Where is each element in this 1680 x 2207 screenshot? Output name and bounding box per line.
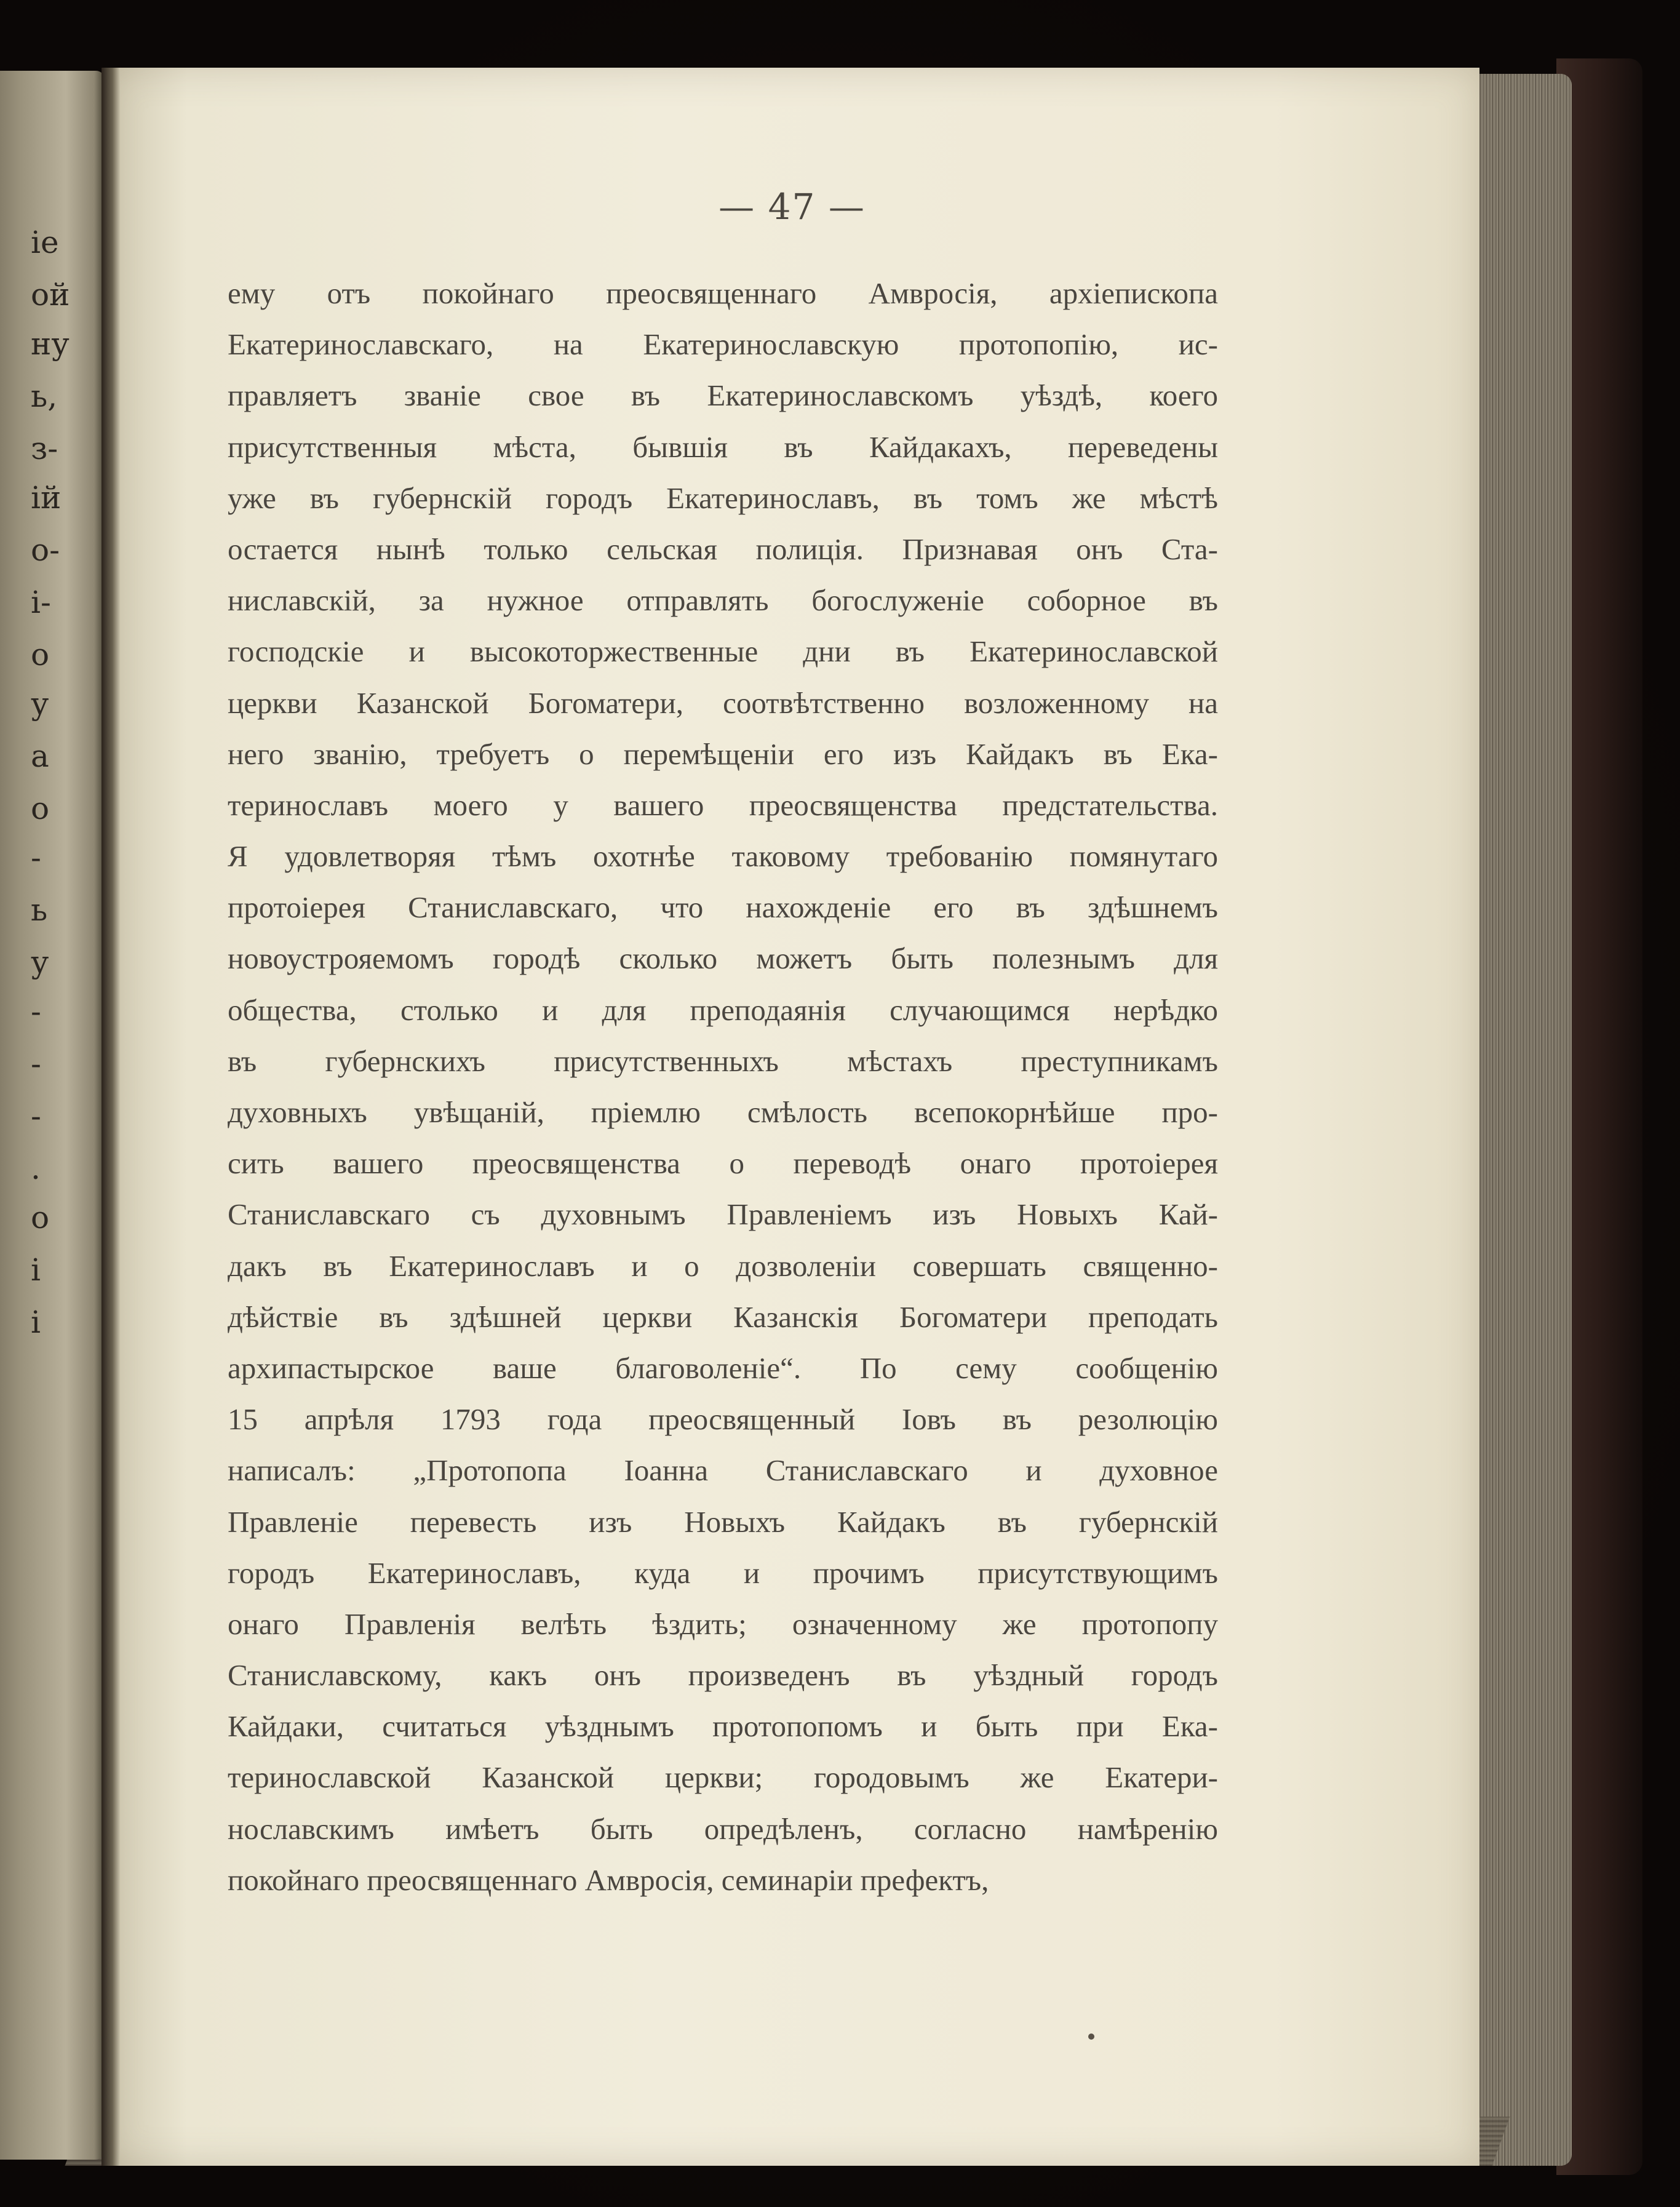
left-page-fragment: ій <box>31 480 62 516</box>
left-page-fragment: і <box>31 1304 41 1340</box>
text-line: Екатеринославскаго, на Екатеринославскую протопопію, ис- <box>228 327 1218 362</box>
text-line: написалъ: „Протопопа Іоанна Станиславскаго и духовное <box>228 1453 1218 1488</box>
text-line: церкви Казанской Богоматери, соотвѣтственно возложенному на <box>228 685 1218 720</box>
text-line: Я удовлетворяя тѣмъ охотнѣе таковому требованію помянутаго <box>228 839 1218 874</box>
left-page-fragment: з- <box>31 431 58 466</box>
text-line: новоустрояемомъ городѣ сколько можетъ быть полезнымъ для <box>228 941 1218 976</box>
left-page-fragment: і <box>31 1252 41 1288</box>
text-line: въ губернскихъ присутственныхъ мѣстахъ преступникамъ <box>228 1044 1218 1078</box>
text-line: уже въ губернскій городъ Екатеринославъ, въ томъ же мѣстѣ <box>228 481 1218 515</box>
left-page-fragment: ь, <box>31 378 58 414</box>
text-line: нославскимъ имѣетъ быть опредѣленъ, согласно намѣренію <box>228 1811 1218 1846</box>
text-line: Кайдаки, считаться уѣзднымъ протопопомъ и быть при Ека- <box>228 1709 1218 1744</box>
text-line: дѣйствіе въ здѣшней церкви Казанскія Богоматери преподать <box>228 1299 1218 1334</box>
text-line: теринославъ моего у вашего преосвященства предстательства. <box>228 788 1218 822</box>
text-line: городъ Екатеринославъ, куда и прочимъ присутствующимъ <box>228 1555 1218 1590</box>
left-page-fragment: у <box>31 686 49 722</box>
text-line: духовныхъ увѣщаній, пріемлю смѣлость всепокорнѣйше про- <box>228 1095 1218 1129</box>
left-page-fragment: - <box>31 1098 41 1134</box>
left-page-fragment: . <box>31 1151 41 1186</box>
left-facing-page <box>0 71 105 2160</box>
left-page-fragment: іе <box>31 225 59 260</box>
text-line: общества, столько и для преподаянія случающимся нерѣдко <box>228 992 1218 1027</box>
text-line: покойнаго преосвященнаго Амвросія, семинаріи префектъ, <box>228 1862 989 1897</box>
text-line: присутственныя мѣста, бывшія въ Кайдакахъ, переведены <box>228 429 1218 464</box>
left-page-fragment: о <box>31 791 50 826</box>
left-page-fragment: - <box>31 1046 41 1082</box>
left-page-fragment: ь <box>31 892 48 928</box>
text-line: сить вашего преосвященства о переводѣ онаго протоіерея <box>228 1146 1218 1181</box>
text-line: Станиславскому, какъ онъ произведенъ въ уѣздный городъ <box>228 1658 1218 1693</box>
left-page-fragment: і- <box>31 585 51 620</box>
left-page-fragment: о <box>31 1200 50 1235</box>
body-text <box>228 268 1218 1906</box>
left-page-fragment: у <box>31 944 49 980</box>
text-line: архипастырское ваше благоволеніе“. По сему сообщенію <box>228 1351 1218 1385</box>
text-line: остается нынѣ только сельская полиція. Признавая онъ Ста- <box>228 532 1218 566</box>
left-page-fragment: ну <box>31 326 70 362</box>
page-number: — 47 — <box>719 186 866 228</box>
text-line: ему отъ покойнаго преосвященнаго Амвросія, архіепископа <box>228 276 1218 310</box>
text-line: правляетъ званіе свое въ Екатеринославскомъ уѣздѣ, коего <box>228 378 1218 413</box>
text-line: Правленіе перевесть изъ Новыхъ Кайдакъ въ губернскій <box>228 1504 1218 1539</box>
left-page-fragment: о- <box>31 532 60 568</box>
left-page-fragment: ой <box>31 277 70 313</box>
text-line: дакъ въ Екатеринославъ и о дозволеніи совершать священно- <box>228 1248 1218 1283</box>
text-line: теринославской Казанской церкви; городовымъ же Екатери- <box>228 1760 1218 1795</box>
text-line: него званію, требуетъ о перемѣщеніи его изъ Кайдакъ въ Ека- <box>228 736 1218 771</box>
text-line: 15 апрѣля 1793 года преосвященный Іовъ въ резолюцію <box>228 1402 1218 1437</box>
text-line: Станиславскаго съ духовнымъ Правленіемъ изъ Новыхъ Кай- <box>228 1197 1218 1232</box>
text-line: ниславскій, за нужное отправлять богослуженіе соборное въ <box>228 583 1218 618</box>
page-edges <box>1473 74 1572 2166</box>
left-page-fragment: о <box>31 637 50 672</box>
left-page-text-fragments <box>0 71 105 2160</box>
text-line: протоіерея Станиславскаго, что нахожденіе его въ здѣшнемъ <box>228 890 1218 925</box>
ink-speck <box>1088 2033 1094 2040</box>
book-gutter <box>102 68 120 2166</box>
left-page-fragment: - <box>31 994 41 1029</box>
text-line: онаго Правленія велѣть ѣздить; означенному же протопопу <box>228 1606 1218 1641</box>
text-line: господскіе и высокоторжественные дни въ Екатеринославской <box>228 634 1218 669</box>
left-page-fragment: - <box>31 840 41 876</box>
left-page-fragment: а <box>31 738 49 774</box>
